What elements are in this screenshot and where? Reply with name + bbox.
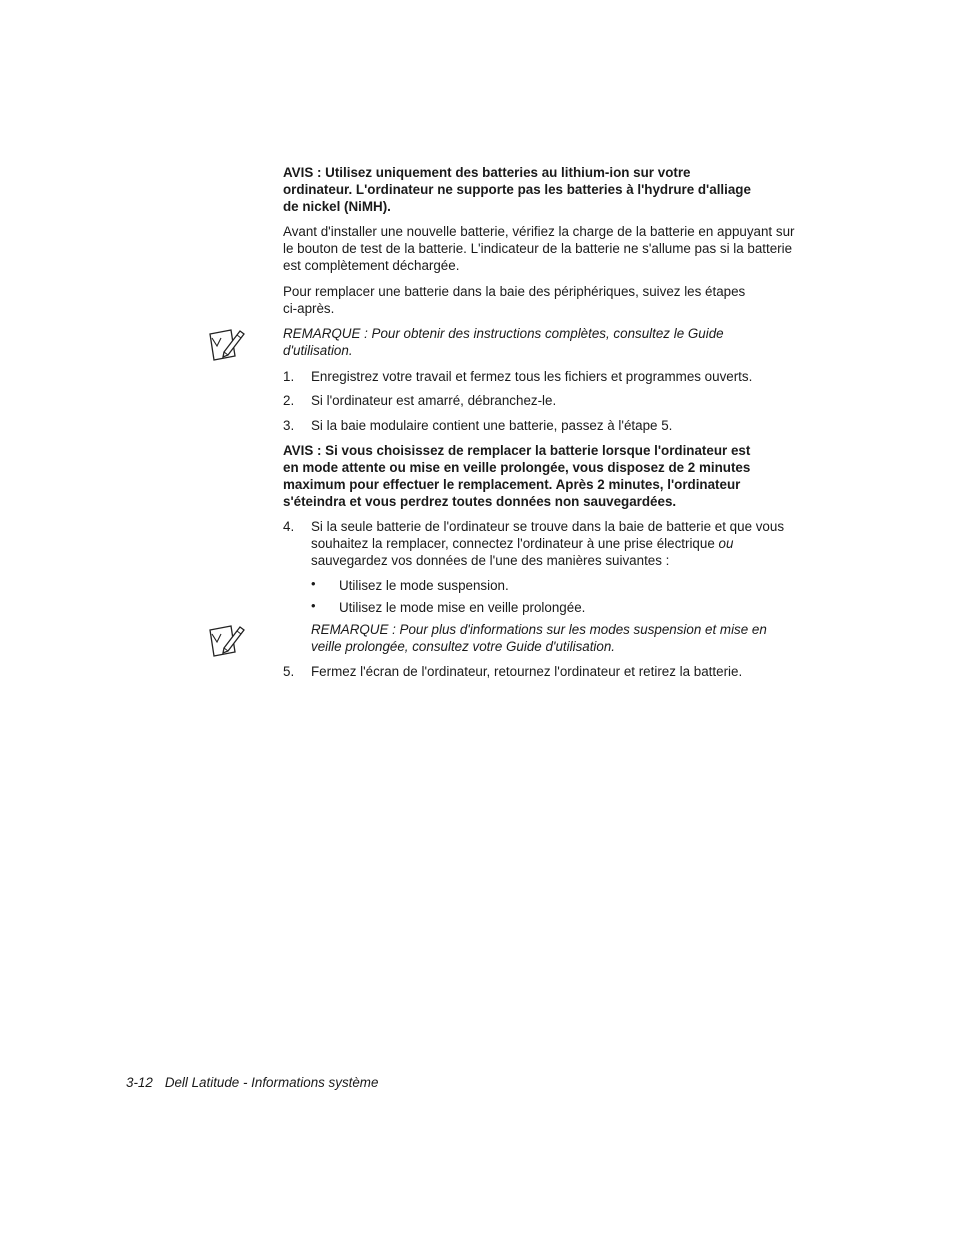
step-line <box>311 535 816 552</box>
paragraph-line: le bouton de test de la batterie. L'indicateur de la batterie ne s'allume pas si la batterie <box>283 241 793 256</box>
note-pencil-icon <box>207 326 247 362</box>
bullet-mark: • <box>311 576 316 591</box>
step-text: Enregistrez votre travail et fermez tous les fichiers et programmes ouverts. <box>311 369 753 384</box>
step-number: 2. <box>283 393 295 408</box>
notice-line: ordinateur. L'ordinateur ne supporte pas les batteries à l'hydrure d'alliage <box>283 182 751 197</box>
step-line-emphasis: ou <box>718 536 734 551</box>
bullet-text: Utilisez le mode suspension. <box>339 578 509 593</box>
step-number: 5. <box>283 664 295 679</box>
notice-lithium-ion <box>283 164 815 215</box>
paragraph-line: ci-après. <box>283 301 335 316</box>
step-line: Si la seule batterie de l'ordinateur se trouve dans la baie de batterie et que vous <box>311 519 785 534</box>
step-line: sauvegardez vos données de l'une des manières suivantes : <box>311 553 670 568</box>
note-sleep-modes <box>311 621 816 655</box>
note-line: d'utilisation. <box>283 343 353 358</box>
note-line: REMARQUE : Pour plus d'informations sur les modes suspension et mise en <box>311 622 767 637</box>
step-number: 4. <box>283 519 295 534</box>
notice-line: en mode attente ou mise en veille prolongée, vous disposez de 2 minutes <box>283 460 751 475</box>
step-number: 3. <box>283 418 295 433</box>
notice-line: s'éteindra et vous perdrez toutes données non sauvegardées. <box>283 494 677 509</box>
bullet-text: Utilisez le mode mise en veille prolongée. <box>339 600 586 615</box>
step-text: Si l'ordinateur est amarré, débranchez-le. <box>311 393 557 408</box>
paragraph-replace-intro <box>283 283 815 317</box>
note-pencil-icon <box>207 622 247 658</box>
note-line: veille prolongée, consultez votre Guide d'utilisation. <box>311 639 616 654</box>
notice-standby-timing <box>283 442 815 510</box>
footer-title: Dell Latitude - Informations système <box>164 1075 379 1090</box>
paragraph-line: est complètement déchargée. <box>283 258 460 273</box>
paragraph-line: Avant d'installer une nouvelle batterie, vérifiez la charge de la batterie en appuyant sur <box>283 224 795 239</box>
step-text: Si la baie modulaire contient une batterie, passez à l'étape 5. <box>311 418 673 433</box>
step-text: Fermez l'écran de l'ordinateur, retournez l'ordinateur et retirez la batterie. <box>311 664 743 679</box>
notice-line: AVIS : Utilisez uniquement des batteries au lithium-ion sur votre <box>283 165 691 180</box>
step-text <box>311 518 816 569</box>
bullet-mark: • <box>311 598 316 613</box>
notice-line: de nickel (NiMH). <box>283 199 391 214</box>
paragraph-battery-check <box>283 223 815 274</box>
paragraph-line: Pour remplacer une batterie dans la baie des périphériques, suivez les étapes <box>283 284 746 299</box>
note-complete-instructions <box>283 325 815 359</box>
notice-line: maximum pour effectuer le remplacement. Après 2 minutes, l'ordinateur <box>283 477 741 492</box>
notice-line: AVIS : Si vous choisissez de remplacer la batterie lorsque l'ordinateur est <box>283 443 751 458</box>
step-number: 1. <box>283 369 295 384</box>
page-number: 3-12 <box>126 1075 153 1090</box>
page-footer <box>126 1074 378 1091</box>
step-line-part: souhaitez la remplacer, connectez l'ordinateur à une prise électrique <box>311 536 719 551</box>
note-line: REMARQUE : Pour obtenir des instructions complètes, consultez le Guide <box>283 326 724 341</box>
